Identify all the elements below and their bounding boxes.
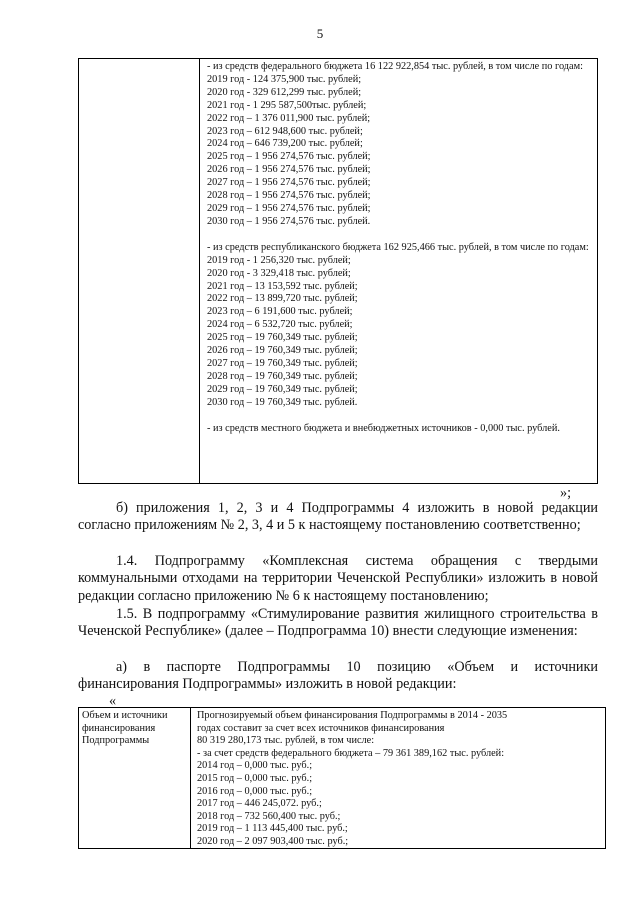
year-line: 2026 год – 19 760,349 тыс. рублей;	[207, 345, 358, 357]
passport-label-cell: Объем и источники финансирования Подпрограммы	[79, 708, 191, 848]
paragraph-b	[78, 500, 598, 535]
year-line: 2027 год – 19 760,349 тыс. рублей;	[207, 357, 358, 369]
federal-budget-header: - из средств федерального бюджета 16 122 922,854 тыс. рублей, в том числе по годам:	[207, 61, 583, 72]
passport-table	[78, 707, 606, 849]
republic-budget-header: - из средств республиканского бюджета 162 925,466 тыс. рублей, в том числе по годам:	[207, 241, 589, 253]
year-line: 2022 год – 1 376 011,900 тыс. рублей;	[207, 112, 371, 124]
passport-line: годах составит за счет всех источников финансирования	[197, 722, 445, 734]
year-line: 2029 год – 1 956 274,576 тыс. рублей;	[207, 202, 371, 214]
passport-line: 2015 год – 0,000 тыс. руб.;	[197, 772, 313, 784]
passport-value-cell	[197, 710, 601, 849]
passport-line: 2018 год – 732 560,400 тыс. руб.;	[197, 810, 341, 822]
year-line: 2023 год – 612 948,600 тыс. рублей;	[207, 125, 363, 137]
year-line: 2020 год - 329 612,299 тыс. рублей;	[207, 86, 362, 98]
year-line: 2028 год – 19 760,349 тыс. рублей;	[207, 370, 358, 382]
year-line: 2025 год – 19 760,349 тыс. рублей;	[207, 332, 358, 344]
paragraph-a	[78, 659, 598, 694]
table-right-cell	[207, 61, 593, 435]
paragraph-1-4-text: 1.4. Подпрограмму «Комплексная система обращения с твердыми коммунальными отходами на территории Чеченской Республики» изложить в новой редакции согласно приложению № 6 к настоящему постановлению;	[78, 553, 598, 604]
year-line: 2021 год – 13 153,592 тыс. рублей;	[207, 280, 358, 292]
year-line: 2022 год – 13 899,720 тыс. рублей;	[207, 293, 358, 305]
paragraph-a-text: а) в паспорте Подпрограммы 10 позицию «Объем и источники финансирования Подпрограммы» изложить в новой редакции:	[78, 659, 598, 693]
year-line: 2021 год - 1 295 587,500тыс. рублей;	[207, 99, 367, 111]
passport-line: 2020 год – 2 097 903,400 тыс. руб.;	[197, 835, 349, 847]
opening-quote: «	[109, 693, 117, 709]
passport-line: 2014 год – 0,000 тыс. руб.;	[197, 760, 313, 772]
republic-budget-block	[207, 242, 593, 410]
year-line: 2027 год – 1 956 274,576 тыс. рублей;	[207, 177, 371, 189]
year-line: 2029 год – 19 760,349 тыс. рублей;	[207, 383, 358, 395]
paragraph-1-5	[78, 606, 598, 641]
paragraph-1-4	[78, 553, 598, 605]
year-line: 2023 год – 6 191,600 тыс. рублей;	[207, 306, 353, 318]
federal-budget-block	[207, 61, 593, 229]
passport-line: 2017 год – 446 245,072. руб.;	[197, 798, 322, 810]
page-number: 5	[316, 26, 324, 41]
year-line: 2020 год - 3 329,418 тыс. рублей;	[207, 267, 351, 279]
year-line: 2025 год – 1 956 274,576 тыс. рублей;	[207, 151, 371, 163]
year-line: 2028 год – 1 956 274,576 тыс. рублей;	[207, 190, 371, 202]
year-line: 2024 год – 6 532,720 тыс. рублей;	[207, 319, 353, 331]
year-line: 2024 год – 646 739,200 тыс. рублей;	[207, 138, 363, 150]
year-line: 2019 год - 1 256,320 тыс. рублей;	[207, 254, 351, 266]
table-left-cell-empty	[79, 59, 200, 483]
passport-line: - за счет средств федерального бюджета – 79 361 389,162 тыс. рублей:	[197, 747, 505, 759]
local-budget-block	[207, 423, 593, 436]
year-line: 2026 год – 1 956 274,576 тыс. рублей;	[207, 164, 371, 176]
paragraph-1-5-text: 1.5. В подпрограмму «Стимулирование развития жилищного строительства в Чеченской Республике» (далее – Подпрограмма 10) внести следующие изменения:	[78, 606, 598, 640]
year-line: 2030 год – 19 760,349 тыс. рублей.	[207, 396, 358, 408]
funding-table-continued	[78, 58, 598, 484]
passport-line: Прогнозируемый объем финансирования Подпрограммы в 2014 - 2035	[197, 710, 508, 721]
local-budget-text: - из средств местного бюджета и внебюджетных источников - 0,000 тыс. рублей.	[207, 422, 560, 434]
year-line: 2019 год - 124 375,900 тыс. рублей;	[207, 73, 362, 85]
passport-line: 2016 год – 0,000 тыс. руб.;	[197, 785, 313, 797]
year-line: 2030 год – 1 956 274,576 тыс. рублей.	[207, 215, 371, 227]
passport-line: 2019 год – 1 113 445,400 тыс. руб.;	[197, 823, 348, 835]
closing-quote: »;	[560, 485, 572, 501]
paragraph-b-text: б) приложения 1, 2, 3 и 4 Подпрограммы 4 изложить в новой редакции согласно приложениям № 2, 3, 4 и 5 к настоящему постановлению соответственно;	[78, 500, 598, 534]
passport-line: 80 319 280,173 тыс. рублей, в том числе:	[197, 735, 375, 747]
